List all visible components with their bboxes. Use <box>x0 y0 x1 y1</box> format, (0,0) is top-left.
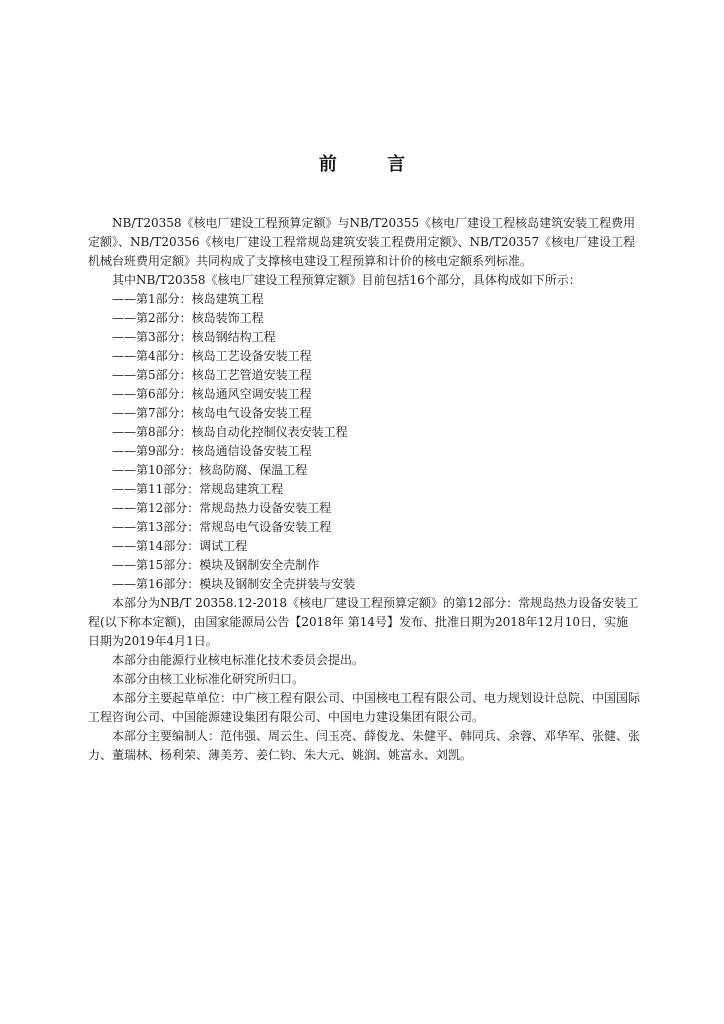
parts-intro: 其中NB/T20358《核电厂建设工程预算定额》目前包括16个部分，具体构成如下所示： <box>112 273 581 287</box>
list-item: ——第9部分：核岛通信设备安装工程 <box>112 444 312 458</box>
list-item: ——第8部分：核岛自动化控制仪表安装工程 <box>112 425 348 439</box>
foreword-body <box>88 214 640 765</box>
intro-paragraph: NB/T20358《核电厂建设工程预算定额》与NB/T20355《核电厂建设工程核岛建筑安装工程费用定额》、NB/T20356《核电厂建设工程常规岛建筑安装工程费用定额》、NB/T20357《核电厂建设工程机械台班费用定额》共同构成了支撑核电建设工程预算和计价的核电定额系列标准。 <box>88 216 636 268</box>
list-item: ——第16部分：模块及钢制安全壳拼装与安装 <box>112 577 356 591</box>
parts-list <box>88 290 640 594</box>
list-item: ——第13部分：常规岛电气设备安装工程 <box>112 520 332 534</box>
list-item: ——第6部分：核岛通风空调安装工程 <box>112 387 312 401</box>
list-item: ——第4部分：核岛工艺设备安装工程 <box>112 349 312 363</box>
list-item: ——第5部分：核岛工艺管道安装工程 <box>112 368 312 382</box>
this-part-paragraph: 本部分为NB/T 20358.12-2018《核电厂建设工程预算定额》的第12部分：常规岛热力设备安装工程(以下称本定额)，由国家能源局公告【2018年 第14号】发布、批准日期为2018年12月10日，实施日期为2019年4月1日。 <box>88 596 639 648</box>
list-item: ——第12部分：常规岛热力设备安装工程 <box>112 501 332 515</box>
list-item: ——第10部分：核岛防腐、保温工程 <box>112 463 308 477</box>
list-item: ——第15部分：模块及钢制安全壳制作 <box>112 558 320 572</box>
list-item: ——第11部分：常规岛建筑工程 <box>112 482 284 496</box>
drafters: 本部分主要编制人：范伟强、周云生、闫玉亮、薛俊龙、朱健平、韩同兵、余蓉、邓华军、张健、张力、董瑞林、杨利荣、薄美芳、姜仁钧、朱大元、姚润、姚富永、刘凯。 <box>88 729 641 762</box>
list-item: ——第3部分：核岛钢结构工程 <box>112 330 276 344</box>
drafting-units: 本部分主要起草单位：中广核工程有限公司、中国核电工程有限公司、电力规划设计总院、中国国际工程咨询公司、中国能源建设集团有限公司、中国电力建设集团有限公司。 <box>88 691 641 724</box>
proposed-by: 本部分由能源行业核电标准化技术委员会提出。 <box>112 653 365 667</box>
list-item: ——第7部分：核岛电气设备安装工程 <box>112 406 312 420</box>
list-item: ——第2部分：核岛装饰工程 <box>112 311 264 325</box>
list-item: ——第14部分：调试工程 <box>112 539 248 553</box>
list-item: ——第1部分：核岛建筑工程 <box>112 292 264 306</box>
page-title: 前 言 <box>318 154 428 175</box>
managed-by: 本部分由核工业标准化研究所归口。 <box>112 672 305 686</box>
